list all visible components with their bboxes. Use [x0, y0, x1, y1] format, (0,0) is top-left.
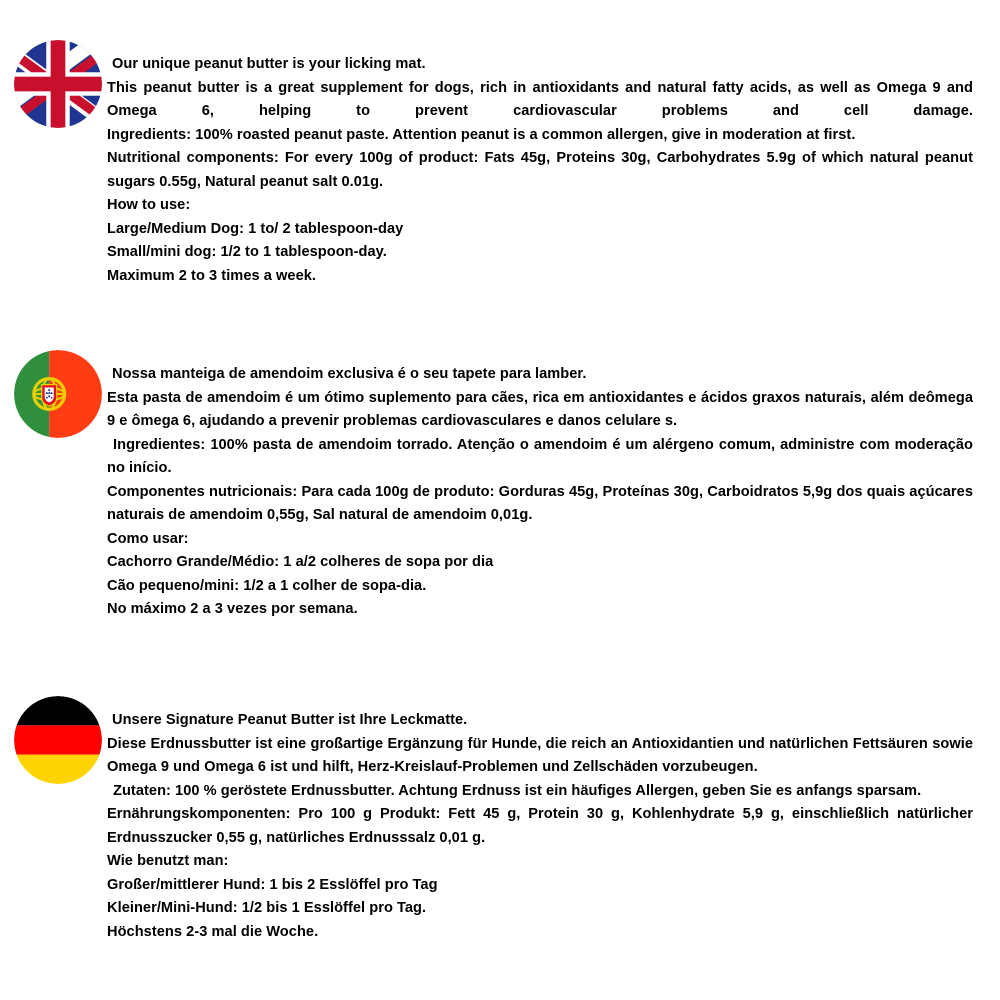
text-line-nutrition: Ernährungskomponenten: Pro 100 g Produkt: Fett 45 g, Protein 30 g, Kohlenhydrate 5,9 g, einschließlich natürlicher Erdnusszucker 0,55 g, natürliches Erdnusssalz 0,01 g. — [107, 806, 973, 846]
text-line-benefits: Diese Erdnussbutter ist eine großartige Ergänzung für Hunde, die reich an Antioxidantien und natürlichen Fettsäuren sowie Omega 9 und Omega 6 ist und hilft, Herz-Kreislauf-Problemen und Zellschäden vorzubeugen. — [107, 735, 973, 775]
text-line-dose-small: Cão pequeno/mini: 1/2 a 1 colher de sopa-dia. — [107, 577, 427, 594]
text-line-how-to-use: Como usar: — [107, 530, 189, 547]
text-line-dose-large: Large/Medium Dog: 1 to/ 2 tablespoon-day — [107, 220, 404, 237]
text-line-how-to-use: How to use: — [107, 197, 191, 213]
text-line-benefits: This peanut butter is a great supplement for dogs, rich in antioxidants and natural fatty acids, as well as Omega 9 and Omega 6, helping to prevent cardiovascular problems and cell damage. — [107, 79, 973, 119]
text-line-headline: Nossa manteiga de amendoim exclusiva é o seu tapete para lamber. — [112, 366, 587, 382]
text-line-ingredients: Zutaten: 100 % geröstete Erdnussbutter. Achtung Erdnuss ist ein häufiges Allergen, geben Sie es anfangs sparsam. — [113, 782, 922, 799]
text-line-benefits: Esta pasta de amendoim é um ótimo suplemento para cães, rica em antioxidantes e ácidos graxos naturais, além deômega 9 e ômega 6, ajudando a prevenir problemas cardiovasculares e danos celulare s. — [107, 389, 973, 429]
flag-united-kingdom-icon — [14, 40, 102, 128]
text-line-headline: Our unique peanut butter is your licking mat. — [112, 56, 426, 72]
flag-germany-icon — [14, 696, 102, 784]
text-line-dose-large: Großer/mittlerer Hund: 1 bis 2 Esslöffel pro Tag — [107, 876, 438, 893]
text-line-how-to-use: Wie benutzt man: — [107, 853, 229, 869]
text-line-frequency: Maximum 2 to 3 times a week. — [107, 267, 317, 284]
text-line-nutrition: Componentes nutricionais: Para cada 100g de produto: Gorduras 45g, Proteínas 30g, Carboidratos 5,9g dos quais açúcares naturais de amendoim 0,55g, Sal natural de amendoim 0,01g. — [107, 483, 973, 523]
text-line-dose-small: Kleiner/Mini-Hund: 1/2 bis 1 Esslöffel pro Tag. — [107, 900, 427, 916]
text-line-frequency: Höchstens 2-3 mal die Woche. — [107, 923, 319, 940]
text-line-dose-large: Cachorro Grande/Médio: 1 a/2 colheres de sopa por dia — [107, 554, 494, 570]
description-text-portuguese — [107, 363, 973, 622]
text-line-ingredients: Ingredientes: 100% pasta de amendoim torrado. Atenção o amendoim é um alérgeno comum, administre com moderação no início. — [107, 436, 973, 476]
description-text-english — [107, 53, 973, 288]
text-line-headline: Unsere Signature Peanut Butter ist Ihre Leckmatte. — [112, 712, 468, 728]
description-text-german — [107, 709, 973, 944]
flag-portugal-icon — [14, 350, 102, 438]
text-line-nutrition: Nutritional components: For every 100g of product: Fats 45g, Proteins 30g, Carbohydrates 5.9g of which natural peanut sugars 0.55g, Natural peanut salt 0.01g. — [107, 150, 973, 190]
text-line-dose-small: Small/mini dog: 1/2 to 1 tablespoon-day. — [107, 244, 387, 260]
text-line-ingredients: Ingredients: 100% roasted peanut paste. Attention peanut is a common allergen, give in moderation at first. — [107, 126, 856, 143]
text-line-frequency: No máximo 2 a 3 vezes por semana. — [107, 601, 358, 617]
